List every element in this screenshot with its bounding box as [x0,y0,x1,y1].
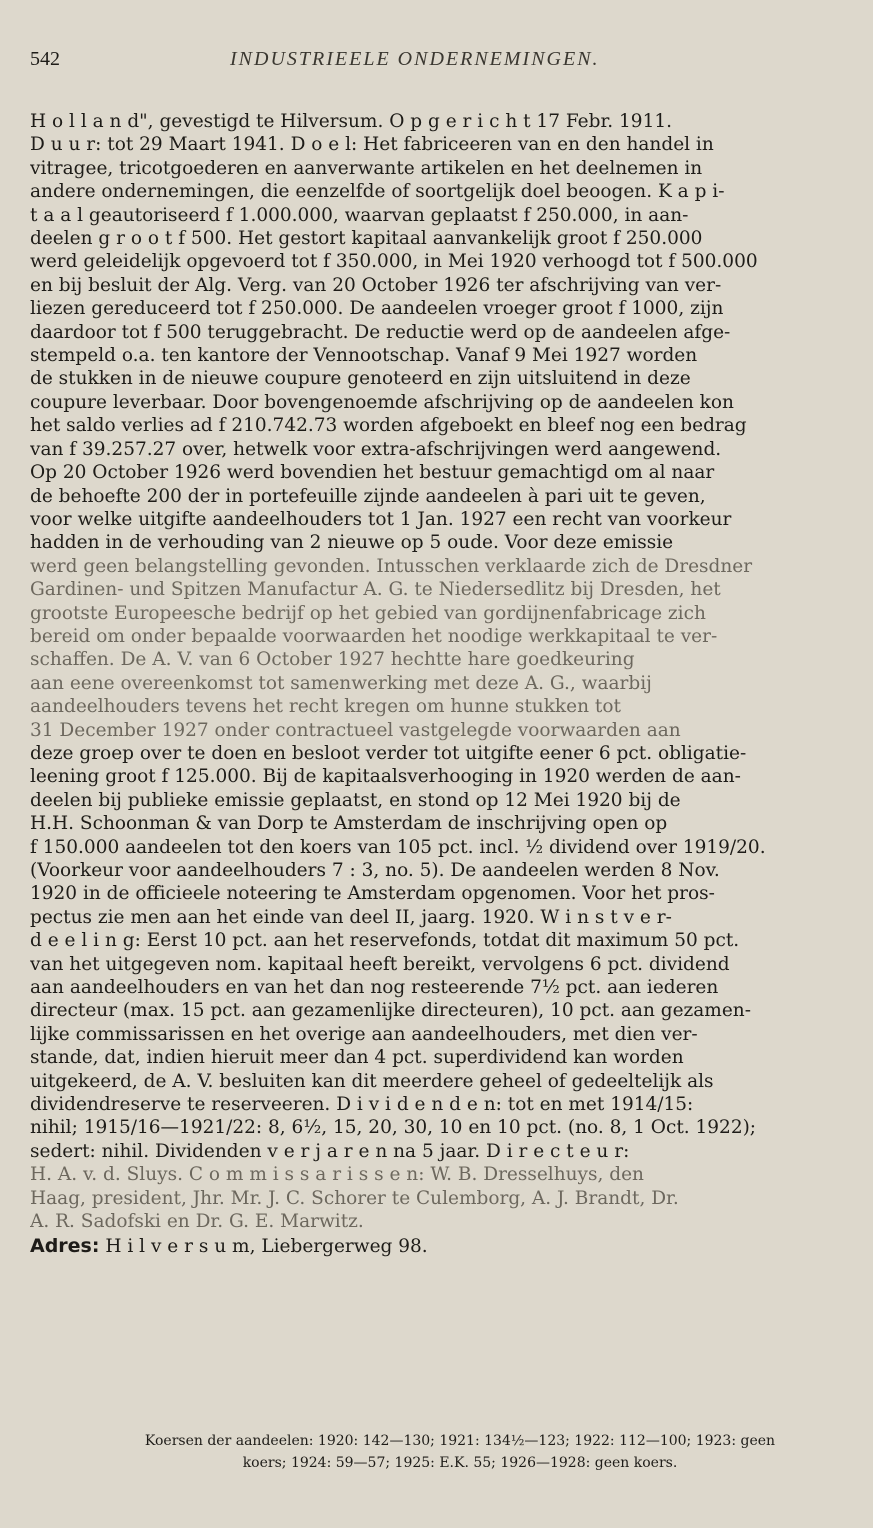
body-line: de behoefte 200 der in portefeuille zijnde aandeelen à pari uit te geven, [30,485,706,507]
body-line: uitgekeerd, de A. V. besluiten kan dit meerdere geheel of gedeeltelijk als [30,1070,714,1092]
address-line [30,1235,860,1258]
footnote-line: Koersen der aandeelen: 1920: 142—130; 1921: 134½—123; 1922: 112—100; 1923: geen [144,1433,776,1449]
body-line: aandeelhouders tevens het recht kregen om hunne stukken tot [30,696,621,718]
body-line: deelen bij publieke emissie geplaatst, en stond op 12 Mei 1920 bij de [30,789,681,811]
body-line: daardoor tot f 500 teruggebracht. De reductie werd op de aandeelen afge- [30,321,731,343]
body-line: liezen gereduceerd tot f 250.000. De aandeelen vroeger groot f 1000, zijn [30,298,724,320]
body-line: Gardinen- und Spitzen Manufactur A. G. te Niedersedlitz bij Dresden, het [30,579,721,601]
footnote-line: koers; 1924: 59—57; 1925: E.K. 55; 1926—1928: geen koers. [242,1455,678,1471]
body-line: bereid om onder bepaalde voorwaarden het noodige werkkapitaal te ver- [30,625,718,647]
body-line: vitragee, tricotgoederen en aanverwante artikelen en het deelnemen in [30,157,703,179]
body-line: (Voorkeur voor aandeelhouders 7 : 3, no. 5). De aandeelen werden 8 Nov. [30,860,720,881]
body-line: 31 December 1927 onder contractueel vastgelegde voorwaarden aan [30,719,681,741]
body-line: pectus zie men aan het einde van deel II, jaarg. 1920. W i n s t v e r- [30,906,672,928]
article-body [30,110,860,1258]
body-line: en bij besluit der Alg. Verg. van 20 October 1926 ter afschrijving van ver- [30,274,722,296]
body-line: deze groep over te doen en besloot verder tot uitgifte eener 6 pct. obligatie- [30,742,747,764]
body-line: de stukken in de nieuwe coupure genoteerd en zijn uitsluitend in deze [30,368,691,390]
body-line: Op 20 October 1926 werd bovendien het bestuur gemachtigd om al naar [30,462,715,484]
body-line: werd geleidelijk opgevoerd tot f 350.000, in Mei 1920 verhoogd tot f 500.000 [30,251,758,273]
body-line: andere ondernemingen, die eenzelfde of soortgelijk doel beoogen. K a p i- [30,181,725,203]
body-line: leening groot f 125.000. Bij de kapitaalsverhooging in 1920 werden de aan- [30,766,741,788]
page-header [30,48,843,78]
body-line: het saldo verlies ad f 210.742.73 worden afgeboekt en bleef nog een bedrag [30,415,747,437]
body-line: H. A. v. d. Sluys. C o m m i s s a r i s s e n: W. B. Dresselhuys, den [30,1164,644,1186]
body-line: aan eene overeenkomst tot samenwerking met deze A. G., waarbij [30,672,652,694]
body-line: H o l l a n d", gevestigd te Hilversum. O p g e r i c h t 17 Febr. 1911. [30,111,672,132]
body-line: lijke commissarissen en het overige aan aandeelhouders, met dien ver- [30,1023,698,1045]
body-line: hadden in de verhouding van 2 nieuwe op 5 oude. Voor deze emissie [30,532,674,554]
body-line: A. R. Sadofski en Dr. G. E. Marwitz. [30,1211,364,1233]
body-line: aan aandeelhouders en van het dan nog resteerende 7½ pct. aan iederen [30,977,719,999]
address-label: Adres: [30,1234,100,1257]
body-line: D u u r: tot 29 Maart 1941. D o e l: Het fabriceeren van en den handel in [30,134,714,156]
body-line: sedert: nihil. Dividenden v e r j a r e n na 5 jaar. D i r e c t e u r: [30,1140,630,1162]
body-line: van f 39.257.27 over, hetwelk voor extra-afschrijvingen werd aangewend. [30,438,722,460]
body-line: voor welke uitgifte aandeelhouders tot 1 Jan. 1927 een recht van voorkeur [30,508,732,530]
running-title: INDUSTRIEELE ONDERNEMINGEN. [230,48,600,70]
share-prices-footnote [60,1430,860,1474]
body-line: 1920 in de officieele noteering te Amsterdam opgenomen. Voor het pros- [30,883,715,905]
body-line: t a a l geautoriseerd f 1.000.000, waarvan geplaatst f 250.000, in aan- [30,204,689,226]
address-value: H i l v e r s u m, Liebergerweg 98. [105,1235,428,1257]
body-line: schaffen. De A. V. van 6 October 1927 hechtte hare goedkeuring [30,649,635,671]
body-line: deelen g r o o t f 500. Het gestort kapitaal aanvankelijk groot f 250.000 [30,228,703,250]
body-line: van het uitgegeven nom. kapitaal heeft bereikt, vervolgens 6 pct. dividend [30,953,730,975]
body-line: stande, dat, indien hieruit meer dan 4 pct. superdividend kan worden [30,1047,684,1069]
body-line: d e e l i n g: Eerst 10 pct. aan het reservefonds, totdat dit maximum 50 pct. [30,930,740,952]
body-line: H.H. Schoonman & van Dorp te Amsterdam de inschrijving open op [30,813,668,835]
body-line: f 150.000 aandeelen tot den koers van 105 pct. incl. ½ dividend over 1919/20. [30,836,766,858]
page-number: 542 [30,48,60,70]
body-line: coupure leverbaar. Door bovengenoemde afschrijving op de aandeelen kon [30,391,734,413]
body-line: stempeld o.a. ten kantore der Vennootschap. Vanaf 9 Mei 1927 worden [30,345,698,367]
body-line: directeur (max. 15 pct. aan gezamenlijke directeuren), 10 pct. aan gezamen- [30,1000,751,1022]
body-line: dividendreserve te reserveeren. D i v i d e n d e n: tot en met 1914/15: [30,1094,694,1116]
body-line: Haag, president, Jhr. Mr. J. C. Schorer te Culemborg, A. J. Brandt, Dr. [30,1187,679,1209]
body-line: nihil; 1915/16—1921/22: 8, 6½, 15, 20, 30, 10 en 10 pct. (no. 8, 1 Oct. 1922); [30,1117,757,1139]
body-line: werd geen belangstelling gevonden. Intusschen verklaarde zich de Dresdner [30,555,753,577]
body-line: grootste Europeesche bedrijf op het gebied van gordijnenfabricage zich [30,602,706,624]
